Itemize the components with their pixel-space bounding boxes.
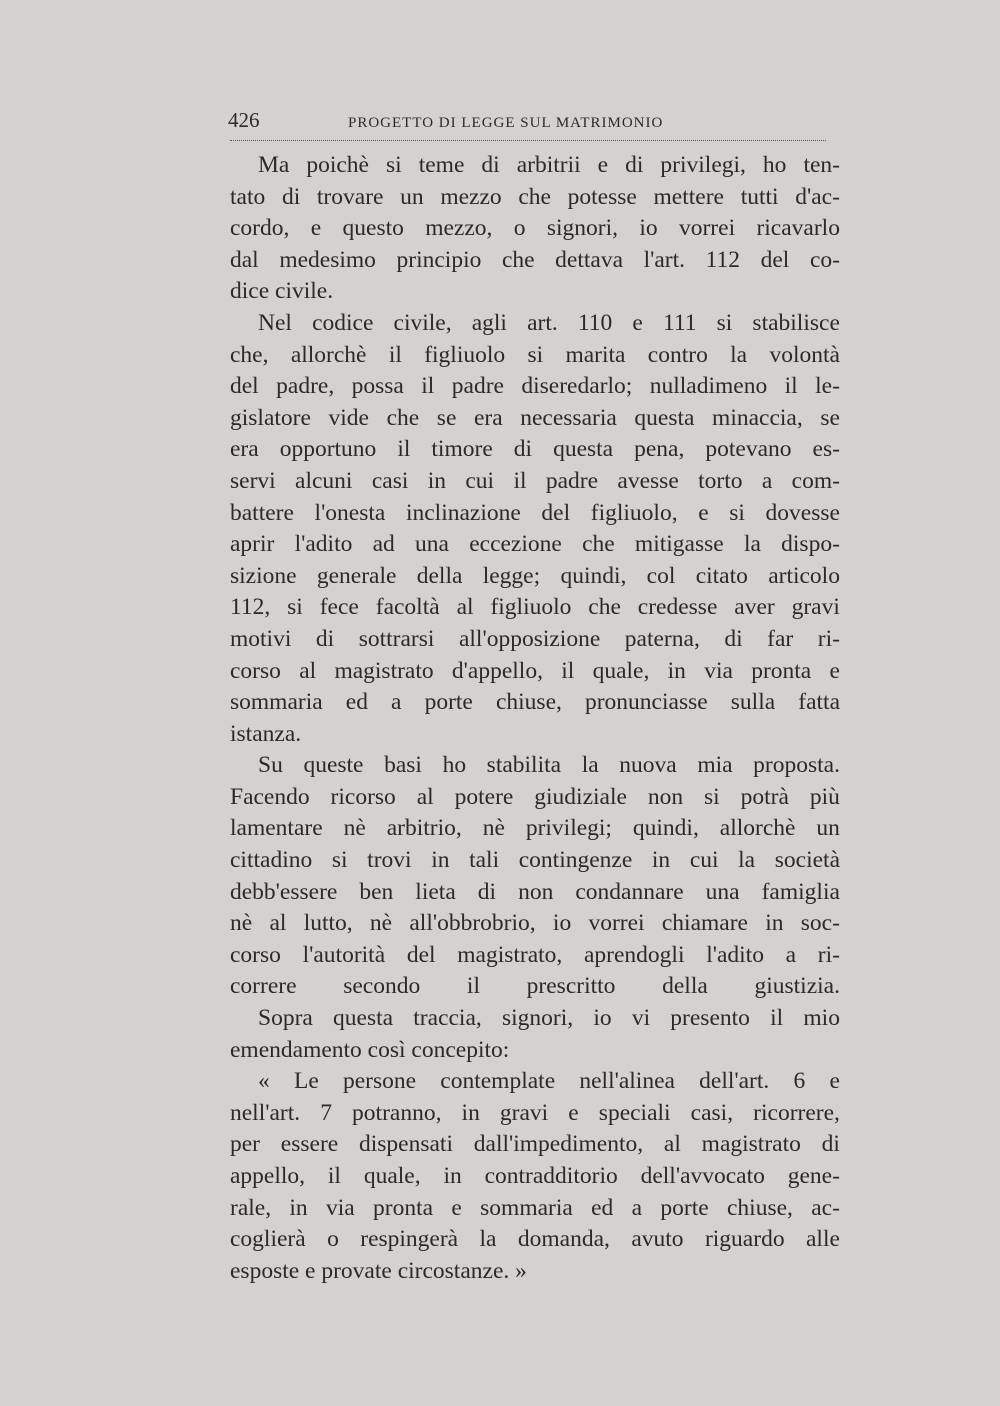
header-rule <box>230 140 826 141</box>
text-line: nè al lutto, nè all'obbrobrio, io vorrei chiamare in soc- <box>230 910 840 937</box>
text-line: nell'art. 7 potranno, in gravi e speciali casi, ricorrere, <box>230 1099 840 1126</box>
text-line: emendamento così concepito: <box>230 1036 510 1063</box>
text-line: servi alcuni casi in cui il padre avesse torto a com- <box>230 467 840 494</box>
text-line: Ma poichè si teme di arbitrii e di privilegi, ho ten- <box>258 152 840 178</box>
text-line: istanza. <box>230 720 302 747</box>
text-line: correre secondo il prescritto della giustizia. <box>230 973 840 1000</box>
body-text <box>230 150 840 1287</box>
text-line: Sopra questa traccia, signori, io vi presento il mio <box>258 1005 840 1032</box>
text-line: cordo, e questo mezzo, o signori, io vorrei ricavarlo <box>230 215 840 242</box>
text-line: lamentare nè arbitrio, nè privilegi; quindi, allorchè un <box>230 815 840 842</box>
text-line: battere l'onesta inclinazione del figliuolo, e si dovesse <box>230 499 840 526</box>
text-line: aprir l'adito ad una eccezione che mitigasse la dispo- <box>230 531 840 558</box>
text-line: del padre, possa il padre diseredarlo; nulladimeno il le- <box>230 373 840 400</box>
text-line: per essere dispensati dall'impedimento, al magistrato di <box>230 1131 840 1158</box>
page-header <box>228 108 828 134</box>
text-line: appello, il quale, in contradditorio dell'avvocato gene- <box>230 1163 840 1189</box>
text-line: Facendo ricorso al potere giudiziale non si potrà più <box>230 783 840 810</box>
text-line: debb'essere ben lieta di non condannare una famiglia <box>230 878 840 905</box>
running-head: PROGETTO DI LEGGE SUL MATRIMONIO <box>348 115 664 131</box>
text-line: corso l'autorità del magistrato, aprendogli l'adito a ri- <box>230 941 840 968</box>
text-line: dice civile. <box>230 278 334 305</box>
page-number: 426 <box>228 108 260 132</box>
text-line: rale, in via pronta e sommaria ed a porte chiuse, ac- <box>230 1194 840 1221</box>
text-line: esposte e provate circostanze. » <box>230 1257 527 1284</box>
text-line: corso al magistrato d'appello, il quale, in via pronta e <box>230 657 840 684</box>
text-line: Su queste basi ho stabilita la nuova mia proposta. <box>258 752 840 779</box>
text-line: che, allorchè il figliuolo si marita contro la volontà <box>230 341 840 368</box>
text-line: motivi di sottrarsi all'opposizione paterna, di far ri- <box>230 625 840 652</box>
text-line: Nel codice civile, agli art. 110 e 111 si stabilisce <box>258 309 840 336</box>
text-line: tato di trovare un mezzo che potesse mettere tutti d'ac- <box>230 183 840 210</box>
text-line: sizione generale della legge; quindi, col citato articolo <box>230 562 840 589</box>
text-line: era opportuno il timore di questa pena, potevano es- <box>230 436 840 463</box>
text-line: sommaria ed a porte chiuse, pronunciasse sulla fatta <box>230 689 840 716</box>
text-line: gislatore vide che se era necessaria questa minaccia, se <box>230 404 840 431</box>
text-line: cittadino si trovi in tali contingenze in cui la società <box>230 847 840 874</box>
text-line: dal medesimo principio che dettava l'art. 112 del co- <box>230 246 840 273</box>
text-line: 112, si fece facoltà al figliuolo che credesse aver gravi <box>230 594 840 621</box>
text-line: coglierà o respingerà la domanda, avuto riguardo alle <box>230 1226 840 1253</box>
text-line: « Le persone contemplate nell'alinea dell'art. 6 e <box>258 1068 840 1095</box>
